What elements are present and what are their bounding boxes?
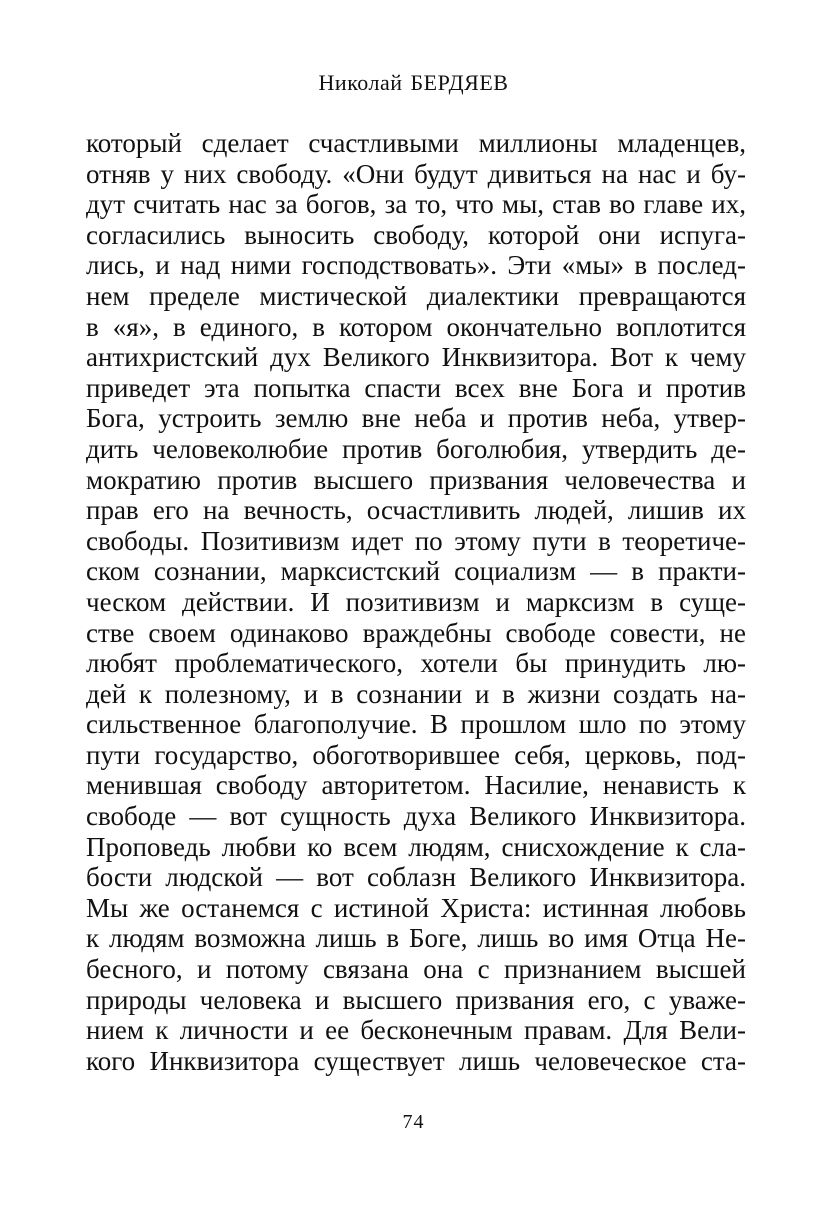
text-line: дить человеколюбие против боголюбия, утвердить де-: [86, 433, 746, 464]
body-text: [86, 128, 746, 1076]
author-first-name: Николай: [318, 70, 403, 95]
text-line: Мы же останемся с истиной Христа: истинная любовь: [86, 892, 746, 923]
text-line: дей к полезному, и в сознании и в жизни создать на-: [86, 678, 746, 709]
running-header: [0, 70, 827, 96]
text-line: бесного, и потому связана она с признанием высшей: [86, 954, 746, 985]
text-line: стве своем одинаково враждебны свободе совести, не: [86, 617, 746, 648]
text-line: бости людской — вот соблазн Великого Инквизитора.: [86, 862, 746, 893]
text-line: менившая свободу авторитетом. Насилие, ненависть к: [86, 770, 746, 801]
text-line: Бога, устроить землю вне неба и против неба, утвер-: [86, 403, 746, 434]
text-line: в «я», в единого, в котором окончательно воплотится: [86, 311, 746, 342]
text-line: отняв у них свободу. «Они будут дивиться на нас и бу-: [86, 158, 746, 189]
text-line: любят проблематического, хотели бы принудить лю-: [86, 648, 746, 679]
text-line: прав его на вечность, осчастливить людей, лишив их: [86, 495, 746, 526]
text-line: свободе — вот сущность духа Великого Инквизитора.: [86, 801, 746, 832]
text-line: дут считать нас за богов, за то, что мы, став во главе их,: [86, 189, 746, 220]
text-line: ском сознании, марксистский социализм — в практи-: [86, 556, 746, 587]
text-line: свободы. Позитивизм идет по этому пути в теоретиче-: [86, 525, 746, 556]
text-line: кого Инквизитора существует лишь человеческое ста-: [86, 1045, 746, 1076]
text-line: к людям возможна лишь в Боге, лишь во имя Отца Не-: [86, 923, 746, 954]
page-number: 74: [402, 1111, 425, 1133]
text-line: антихристский дух Великого Инквизитора. Вот к чему: [86, 342, 746, 373]
text-line: согласились выносить свободу, которой они испуга-: [86, 219, 746, 250]
text-line: мократию против высшего призвания человечества и: [86, 464, 746, 495]
text-line: сильственное благополучие. В прошлом шло по этому: [86, 709, 746, 740]
text-line: нем пределе мистической диалектики превращаются: [86, 280, 746, 311]
text-line: природы человека и высшего призвания его, с уваже-: [86, 984, 746, 1015]
text-line: приведет эта попытка спасти всех вне Бога и против: [86, 372, 746, 403]
text-line: пути государство, обоготворившее себя, церковь, под-: [86, 739, 746, 770]
text-line: нием к личности и ее бесконечным правам. Для Вели-: [86, 1015, 746, 1046]
text-line: ческом действии. И позитивизм и марксизм в суще-: [86, 586, 746, 617]
text-line: лись, и над ними господствовать». Эти «мы» в послед-: [86, 250, 746, 281]
author-last-name: БЕРДЯЕВ: [410, 70, 509, 95]
text-line: Проповедь любви ко всем людям, снисхождение к сла-: [86, 831, 746, 862]
text-line: который сделает счастливыми миллионы младенцев,: [86, 128, 746, 158]
